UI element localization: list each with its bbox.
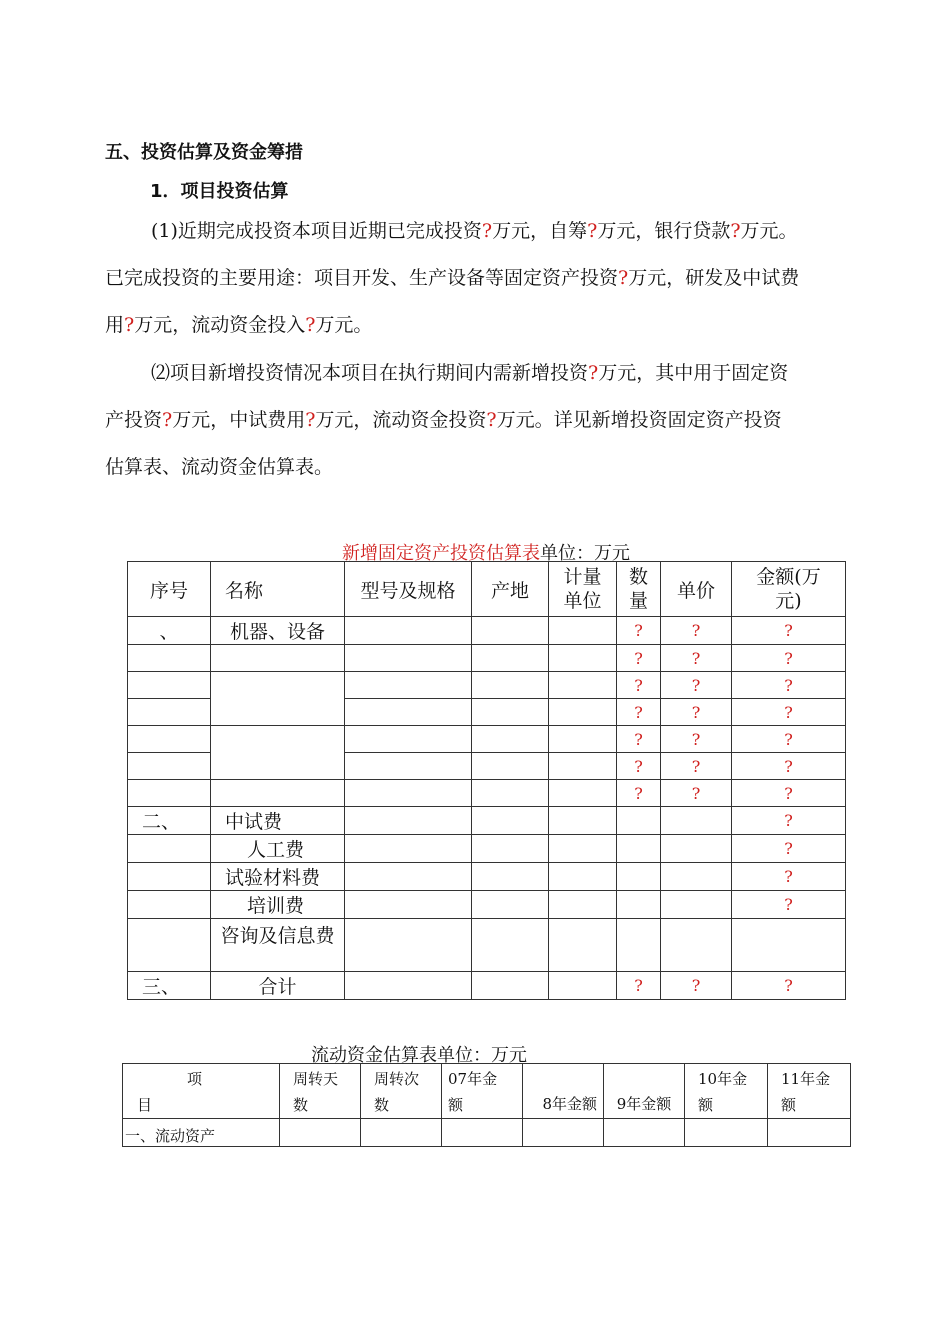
header-times: 周转次 数	[361, 1064, 442, 1119]
header-amount: 金额(万 元)	[732, 562, 846, 617]
table-row: 一、流动资产	[123, 1119, 851, 1147]
header-name: 名称	[211, 562, 345, 617]
table-row: ? ? ?	[128, 753, 846, 780]
table-header-row	[123, 1064, 851, 1119]
subsection-heading: 1．项目投资估算	[150, 181, 289, 202]
header-model: 型号及规格	[345, 562, 472, 617]
header-y09: 9年金额	[604, 1064, 685, 1119]
table-row: 人工费 ?	[128, 835, 846, 863]
table-row: ? ? ?	[128, 726, 846, 753]
table1-title: 新增固定资产投资估算表单位：万元	[342, 543, 630, 564]
header-unit: 计量 单位	[549, 562, 617, 617]
header-y10: 10年金 额	[685, 1064, 768, 1119]
table-row: 咨询及信息费	[128, 919, 846, 972]
table-row: 试验材料费 ?	[128, 863, 846, 891]
fixed-asset-estimate-table	[127, 561, 846, 1000]
header-item: 项 目	[123, 1064, 280, 1119]
table-row: 三、 合计 ? ? ?	[128, 972, 846, 1000]
table-row: 培训费 ?	[128, 891, 846, 919]
paragraph-1: (1)近期完成投资本项目近期已完成投资?万元，自筹?万元，银行贷款?万元。 已完成投资的主要用途：项目开发、生产设备等固定资产投资?万元，研发及中试费 用?万元，流动资金投入?万元。	[105, 220, 800, 336]
table-row: ? ? ?	[128, 699, 846, 726]
section-heading: 五、投资估算及资金筹措	[105, 142, 303, 163]
table-row: 、 机器、设备 ? ? ?	[128, 617, 846, 645]
header-y11: 11年金 额	[768, 1064, 851, 1119]
header-price: 单价	[661, 562, 732, 617]
header-days: 周转天 数	[280, 1064, 361, 1119]
table-row: 二、 中试费 ?	[128, 807, 846, 835]
header-y08: 8年金额	[523, 1064, 604, 1119]
table-row: ? ? ?	[128, 780, 846, 807]
table2-title: 流动资金估算表单位：万元	[311, 1045, 527, 1066]
header-seq: 序号	[128, 562, 211, 617]
working-capital-table	[122, 1063, 851, 1147]
table-row: ? ? ?	[128, 645, 846, 672]
header-y07: 07年金 额	[442, 1064, 523, 1119]
table-row: ? ? ?	[128, 672, 846, 699]
header-origin: 产地	[472, 562, 549, 617]
paragraph-2: ⑵项目新增投资情况本项目在执行期间内需新增投资?万元，其中用于固定资 产投资?万元，中试费用?万元，流动资金投资?万元。详见新增投资固定资产投资 估算表、流动资金估算表。	[105, 362, 789, 478]
header-qty: 数 量	[617, 562, 661, 617]
table-header-row	[128, 562, 846, 617]
